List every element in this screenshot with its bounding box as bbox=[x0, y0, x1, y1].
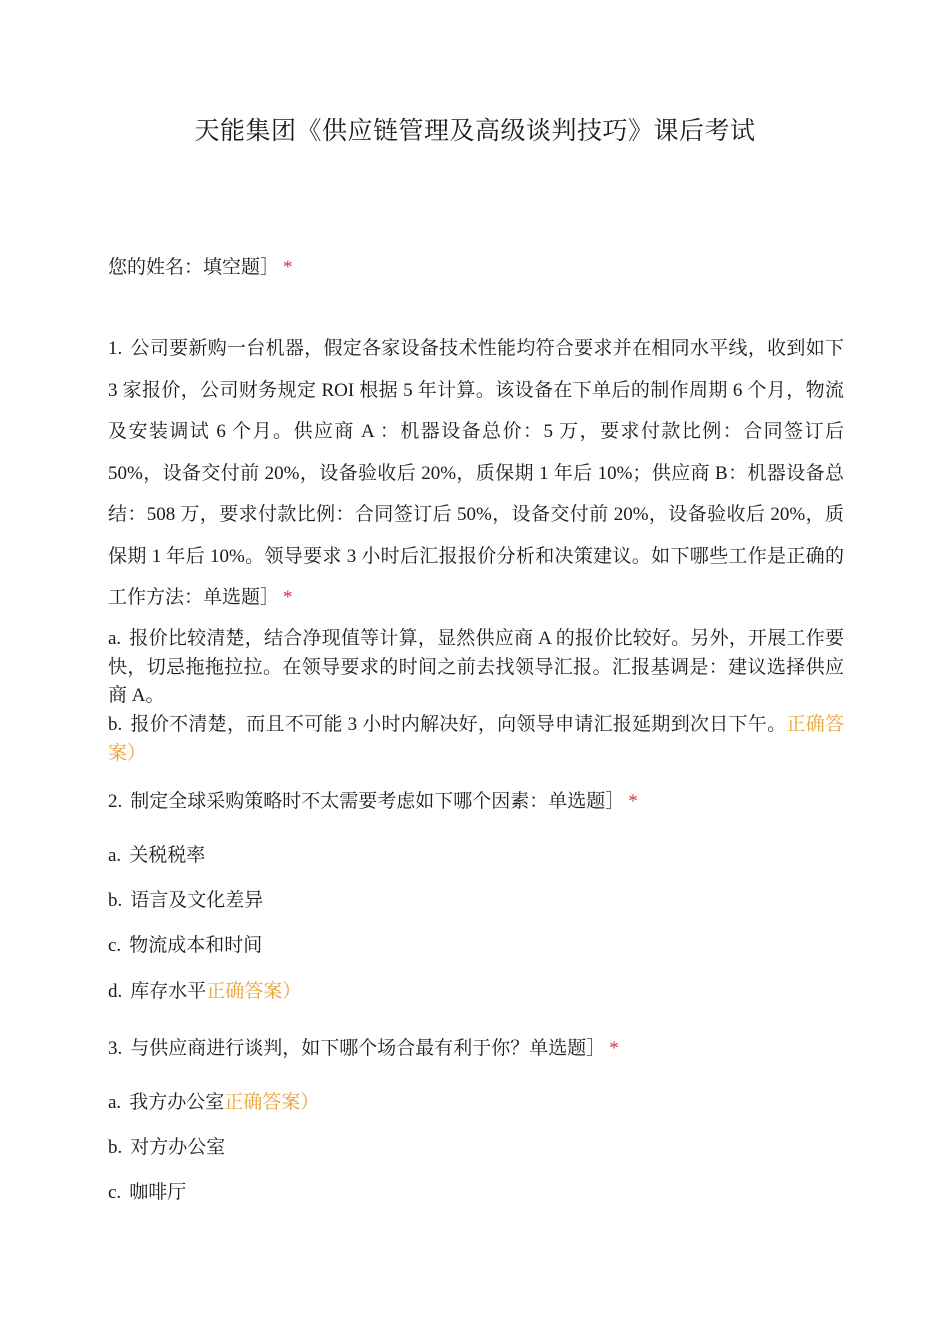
option-2a[interactable] bbox=[108, 842, 848, 870]
name-question bbox=[108, 254, 848, 282]
correct-answer-label: 正确答案） bbox=[108, 714, 844, 764]
question-number: 2. bbox=[108, 791, 123, 812]
page-title: 天能集团《供应链管理及高级谈判技巧》课后考试 bbox=[194, 118, 756, 145]
option-text: 咖啡厅 bbox=[129, 1182, 187, 1203]
question-number: 3. bbox=[108, 1038, 123, 1059]
option-label: a. bbox=[108, 628, 122, 649]
question-3 bbox=[108, 1035, 848, 1063]
question-2 bbox=[108, 788, 848, 816]
option-label: b. bbox=[108, 1137, 123, 1158]
option-1a[interactable] bbox=[108, 625, 844, 711]
option-label: d. bbox=[108, 981, 123, 1002]
option-2b[interactable] bbox=[108, 887, 848, 915]
option-label: b. bbox=[108, 714, 123, 735]
option-text: 语言及文化差异 bbox=[130, 890, 264, 911]
correct-answer-label: 正确答案） bbox=[206, 981, 302, 1002]
question-text: 公司要新购一台机器，假定各家设备技术性能均符合要求并在相同水平线，收到如下 3 家报价，公司财务规定 ROI 根据 5 年计算。该设备在下单后的制作周期 6 个月，物流及安装调试 6 个月。供应商 A ：机器设备总价：5 万，要求付款比例：合同签订后 50%，设备交付前 20%，设备验收后 20%，质保期 1 年后 10%；供应商 B：机器设备总结：508 万，要求付款比例：合同签订后 50%，设备交付前 20%，设备验收后 20%，质保期 1 年后 10%。领导要求 3 小时后汇报报价分析和决策建议。如下哪些工作是正确的工作方法：单选题］ bbox=[108, 338, 844, 608]
option-3a[interactable] bbox=[108, 1089, 848, 1117]
required-mark: * bbox=[283, 587, 293, 608]
option-label: c. bbox=[108, 1182, 122, 1203]
question-1 bbox=[108, 328, 844, 619]
question-text: 制定全球采购策略时不太需要考虑如下哪个因素：单选题］ bbox=[130, 791, 625, 812]
correct-answer-label: 正确答案） bbox=[224, 1092, 320, 1113]
option-3b[interactable] bbox=[108, 1134, 848, 1162]
option-2d[interactable] bbox=[108, 978, 848, 1006]
required-mark: * bbox=[628, 791, 638, 812]
option-text: 库存水平 bbox=[130, 981, 207, 1002]
option-3c[interactable] bbox=[108, 1179, 848, 1207]
required-mark: * bbox=[609, 1038, 619, 1059]
option-1b[interactable] bbox=[108, 711, 844, 768]
option-text: 物流成本和时间 bbox=[129, 935, 263, 956]
option-text: 我方办公室 bbox=[129, 1092, 225, 1113]
option-label: a. bbox=[108, 1092, 122, 1113]
option-label: a. bbox=[108, 845, 122, 866]
option-label: c. bbox=[108, 935, 122, 956]
option-text: 关税税率 bbox=[129, 845, 206, 866]
option-text: 对方办公室 bbox=[130, 1137, 226, 1158]
option-2c[interactable] bbox=[108, 932, 848, 960]
option-text: 报价比较清楚，结合净现值等计算，显然供应商 A 的报价比较好。另外，开展工作要快，切忌拖拖拉拉。在领导要求的时间之前去找领导汇报。汇报基调是：建议选择供应商 A。 bbox=[108, 628, 844, 706]
question-text: 与供应商进行谈判，如下哪个场合最有利于你？单选题］ bbox=[130, 1038, 606, 1059]
name-question-label: 您的姓名：填空题］ bbox=[108, 257, 280, 278]
required-mark: * bbox=[283, 257, 293, 278]
question-number: 1. bbox=[108, 338, 123, 359]
option-text: 报价不清楚，而且不可能 3 小时内解决好，向领导申请汇报延期到次日下午。 bbox=[130, 714, 787, 735]
option-label: b. bbox=[108, 890, 123, 911]
